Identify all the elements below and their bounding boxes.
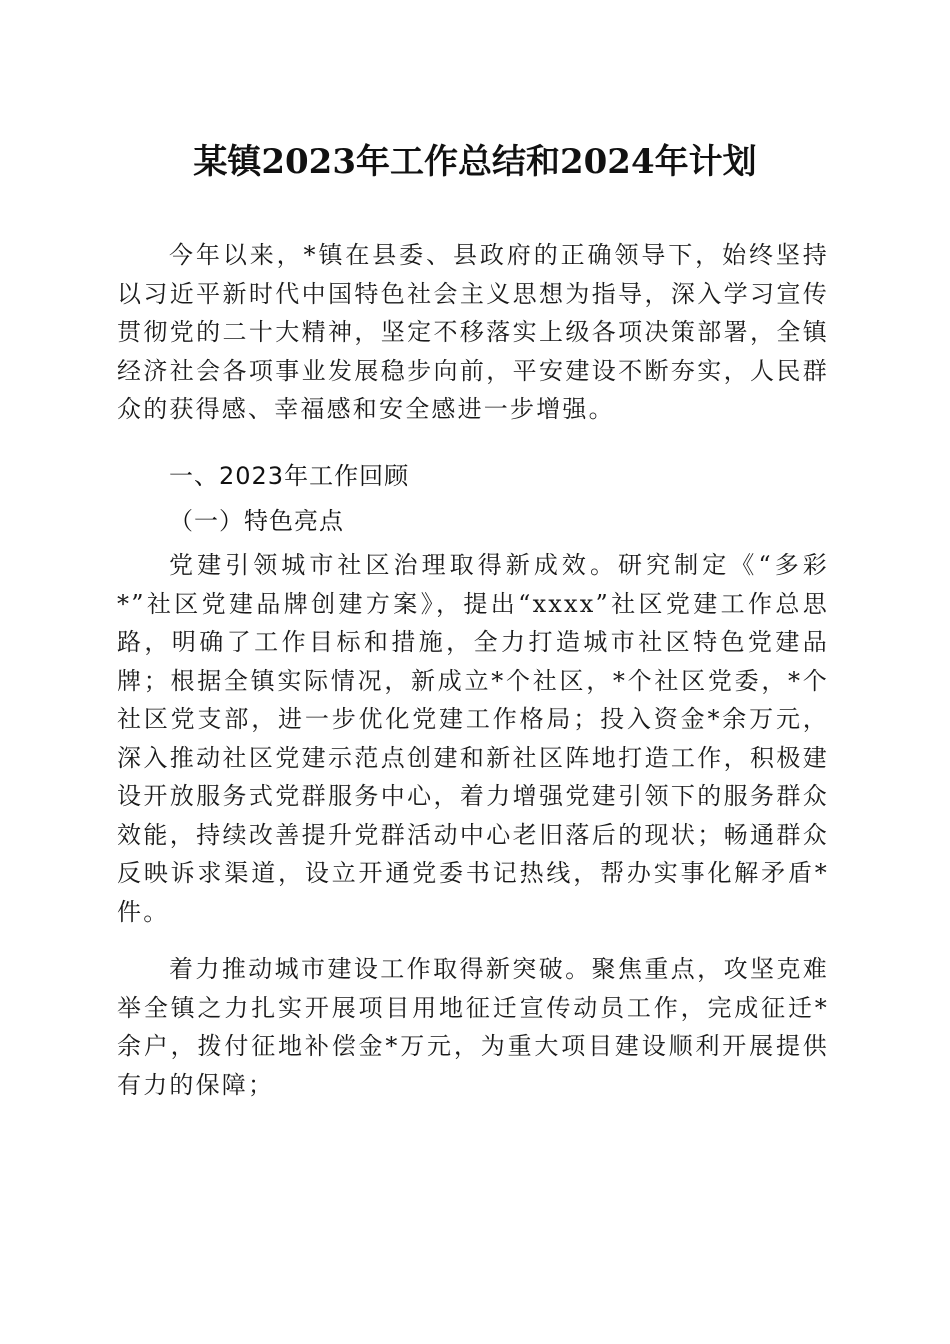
paragraph-city-construction: 着力推动城市建设工作取得新突破。聚焦重点，攻坚克难举全镇之力扎实开展项目用地征迁宣传动员工作，完成征迁*余户，拨付征地补偿金*万元，为重大项目建设顺利开展提供有力的保障； xyxy=(117,955,829,1099)
section-heading-work-review: 一、2023年工作回顾 xyxy=(169,462,410,490)
subsection-heading-highlights: （一）特色亮点 xyxy=(169,507,344,535)
intro-paragraph: 今年以来，*镇在县委、县政府的正确领导下，始终坚持以习近平新时代中国特色社会主义思想为指导，深入学习宣传贯彻党的二十大精神，坚定不移落实上级各项决策部署，全镇经济社会各项事业发展稳步向前，平安建设不断夯实，人民群众的获得感、幸福感和安全感进一步增强。 xyxy=(117,241,829,423)
document-title: 某镇2023年工作总结和2024年计划 xyxy=(193,142,757,182)
paragraph-party-building: 党建引领城市社区治理取得新成效。研究制定《“多彩*”社区党建品牌创建方案》，提出“xxxx”社区党建工作总思路，明确了工作目标和措施，全力打造城市社区特色党建品牌；根据全镇实际情况，新成立*个社区，*个社区党委，*个社区党支部，进一步优化党建工作格局；投入资金*余万元，深入推动社区党建示范点创建和新社区阵地打造工作，积极建设开放服务式党群服务中心，着力增强党建引领下的服务群众效能，持续改善提升党群活动中心老旧落后的现状；畅通群众反映诉求渠道，设立开通党委书记热线，帮办实事化解矛盾*件。 xyxy=(117,551,829,926)
